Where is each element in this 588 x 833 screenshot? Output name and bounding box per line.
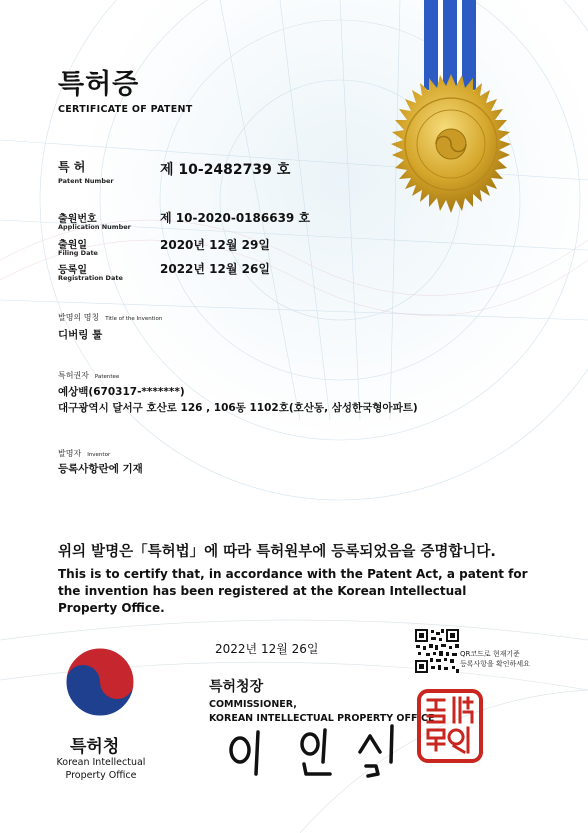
application-number-value: 제 10-2020-0186639 호: [160, 211, 311, 225]
invention-title: 디버링 툴: [58, 329, 103, 341]
filing-date-value: 2020년 12월 29일: [160, 238, 270, 252]
commissioner-en-line1: COMMISSIONER,: [209, 699, 297, 710]
registration-date-label: 등록일: [58, 265, 87, 276]
gold-seal: [376, 72, 526, 222]
application-number-label-en: Application Number: [58, 223, 131, 231]
patentee-label: [58, 370, 119, 381]
certificate-title: 특허증: [58, 69, 140, 100]
inventor-label: [58, 448, 110, 459]
patentee-label-en: Patentee: [94, 374, 120, 380]
office-name-ko: 특허청: [70, 737, 120, 757]
kipo-logo: [64, 646, 136, 718]
commissioner-en-line2: KOREAN INTELLECTUAL PROPERTY OFFICE: [209, 713, 435, 724]
invention-label: [58, 312, 162, 323]
certificate-title-en: CERTIFICATE OF PATENT: [58, 104, 193, 115]
qr-instructions-line1: QR코드로 현재기준: [460, 650, 520, 658]
issue-date: 2022년 12월 26일: [215, 642, 319, 656]
registration-date-label-en: Registration Date: [58, 274, 123, 282]
inventor-value: 등록사항란에 기재: [58, 463, 143, 475]
certification-statement-ko: 위의 발명은「특허법」에 따라 특허원부에 등록되었음을 증명합니다.: [58, 544, 496, 560]
patent-number-label-en: Patent Number: [58, 177, 114, 185]
invention-label-ko: 발명의 명칭: [58, 313, 100, 322]
qr-instructions: [460, 649, 530, 669]
patentee-label-ko: 특허권자: [58, 371, 89, 380]
patent-number-label: 특 허: [58, 160, 86, 174]
invention-label-en: Title of the Invention: [105, 316, 163, 322]
filing-date-label: 출원일: [58, 240, 87, 251]
qr-instructions-line2: 등록사항을 확인하세요: [460, 660, 530, 668]
filing-date-label-en: Filing Date: [58, 249, 98, 257]
official-seal: [416, 688, 484, 764]
signature: [210, 722, 410, 782]
patent-number-value: 제 10-2482739 호: [160, 162, 291, 178]
registration-date-value: 2022년 12월 26일: [160, 262, 270, 276]
inventor-label-en: Inventor: [87, 452, 111, 458]
patentee-name: 예상백(670317-*******): [58, 386, 185, 398]
application-number-label: 출원번호: [58, 214, 97, 225]
qr-code[interactable]: [414, 628, 460, 674]
office-name-en: [50, 756, 152, 782]
patentee-address: 대구광역시 달서구 호산로 126 , 106동 1102호(호산동, 삼성한국형아파트): [58, 402, 418, 414]
office-name-en-line2: Property Office: [65, 770, 137, 781]
commissioner-title: 특허청장: [209, 679, 264, 695]
certification-statement-en: This is to certify that, in accordance with the Patent Act, a patent for the invention has been registered at the Korean Intellectual Property Office.: [58, 567, 528, 615]
inventor-label-ko: 발명자: [58, 449, 82, 458]
office-name-en-line1: Korean Intellectual: [56, 757, 146, 768]
